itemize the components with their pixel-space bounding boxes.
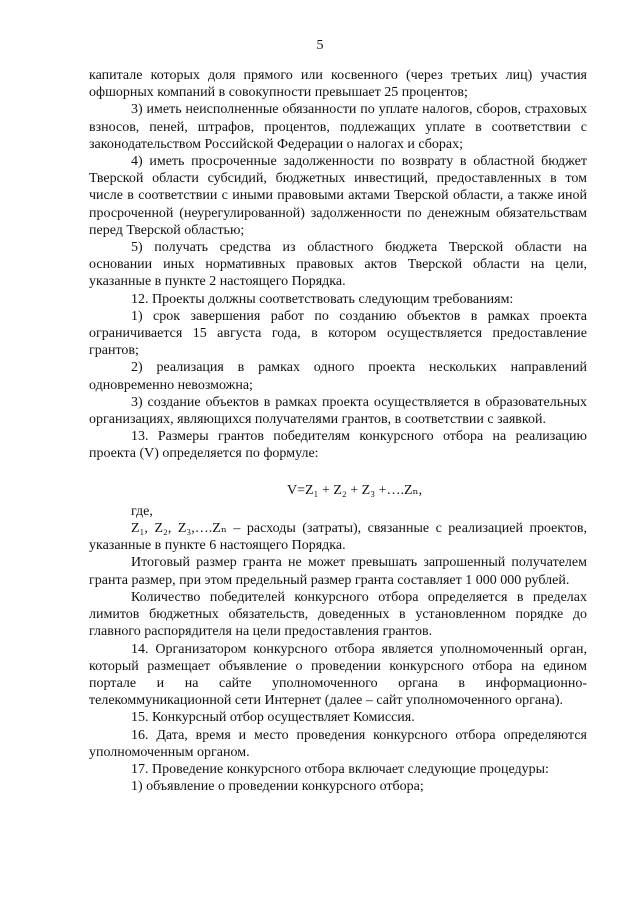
paragraph-section-17: 17. Проведение конкурсного отбора включает следующие процедуры: (131, 761, 549, 777)
paragraph-winners-count: Количество победителей конкурсного отбора определяется в пределах лимитов бюджетных обязательств, доведенных в установленном порядке до главного распорядителя на цели предоставления грантов. (89, 589, 587, 640)
paragraph-section-14: 14. Организатором конкурсного отбора является уполномоченный орган, который размещает объявление о проведении конкурсного отбора на едином портале и на сайте уполномоченного органа в информационно-телекоммуникационной сети Интернет (далее – сайт уполномоченного органа). (89, 641, 587, 709)
page-number: 5 (316, 38, 324, 53)
paragraph-section-12: 12. Проекты должны соответствовать следующим требованиям: (131, 291, 514, 307)
paragraph-procedure-1: 1) объявление о проведении конкурсного отбора; (131, 779, 424, 795)
paragraph-section-15: 15. Конкурсный отбор осуществляет Комиссия. (131, 710, 415, 726)
paragraph-requirement-2: 2) реализация в рамках одного проекта нескольких направлений одновременно невозможна; (89, 360, 587, 393)
paragraph-item-4-debts: 4) иметь просроченные задолженности по возврату в областной бюджет Тверской области субсидий, бюджетных инвестиций, предоставленных в том числе в соответствии с иными правовыми актами Тверской области, а также иной просроченной (неурегулированной) задолженности по денежным обязательствам перед Тверской областью; (89, 154, 587, 238)
paragraph-grant-limit: Итоговый размер гранта не может превышать запрошенный получателем гранта размер, при этом предельный размер гранта составляет 1 000 000 рублей. (89, 555, 587, 588)
paragraph-requirement-1: 1) срок завершения работ по созданию объектов в рамках проекта ограничивается 15 августа года, в котором осуществляется предоставление грантов; (89, 308, 587, 359)
paragraph-requirement-3: 3) создание объектов в рамках проекта осуществляется в образовательных организациях, являющихся получателями грантов, в соответствии с заявкой. (89, 394, 587, 428)
grant-formula: V=Z₁ + Z₂ + Z₃ +….Zₙ, (287, 482, 423, 498)
paragraph-continuation: капитале которых доля прямого или косвенного (через третьих лиц) участия офшорных компаний в совокупности превышает 25 процентов; (89, 68, 587, 101)
paragraph-section-13: 13. Размеры грантов победителям конкурсного отбора на реализацию проекта (V) определяется по формуле: (89, 429, 587, 462)
formula-explanation: Z₁, Z₂, Z₃,….Zₙ – расходы (затраты), связанные с реализацией проектов, указанные в пункте 6 настоящего Порядка. (89, 521, 587, 554)
document-body (89, 67, 587, 795)
paragraph-section-16: 16. Дата, время и место проведения конкурсного отбора определяются уполномоченным органом. (89, 727, 587, 760)
paragraph-item-3-taxes: 3) иметь неисполненные обязанности по уплате налогов, сборов, страховых взносов, пеней, штрафов, процентов, подлежащих уплате в соответствии с законодательством Российской Федерации о налогах и сборах; (89, 102, 587, 152)
paragraph-item-5-funds: 5) получать средства из областного бюджета Тверской области на основании иных нормативных правовых актов Тверской области на цели, указанные в пункте 2 настоящего Порядка. (89, 240, 587, 290)
formula-where-label: где, (131, 503, 153, 519)
